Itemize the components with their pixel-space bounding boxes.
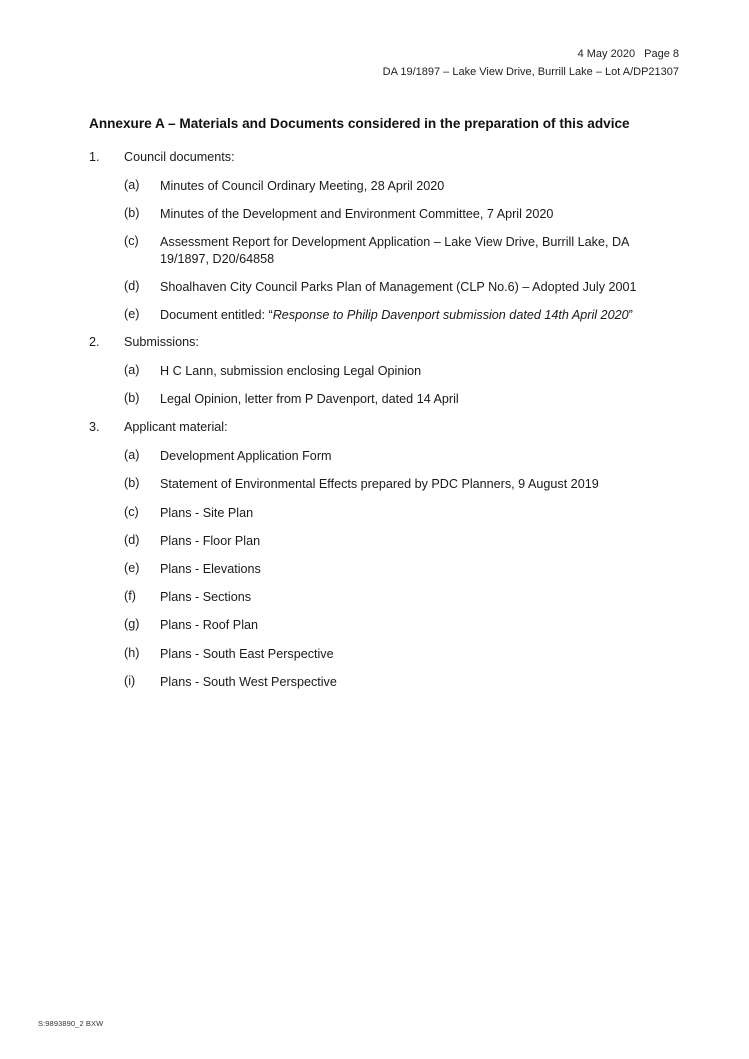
- item-text: Minutes of the Development and Environment Committee, 7 April 2020: [160, 207, 554, 221]
- item-text: Plans - Roof Plan: [160, 618, 259, 632]
- item-text-italic-title: Response to Philip Davenport submission dated 14th April 2020: [272, 308, 629, 322]
- item-text: Plans - Floor Plan: [160, 534, 261, 548]
- item-letter: (d): [124, 533, 140, 547]
- section-label: Council documents:: [124, 150, 235, 164]
- item-text: [160, 307, 660, 324]
- item-letter: (g): [124, 617, 140, 631]
- header-date: 4 May 2020: [577, 48, 636, 60]
- footer-document-code: S:9893890_2 BXW: [38, 1019, 104, 1028]
- item-text: Plans - Sections: [160, 590, 251, 604]
- item-letter: (c): [124, 505, 139, 519]
- item-text-suffix: ”: [628, 308, 633, 322]
- item-letter: (e): [124, 307, 140, 321]
- item-text: Plans - Elevations: [160, 562, 261, 576]
- item-text: Development Application Form: [160, 449, 332, 463]
- item-letter: (b): [124, 206, 140, 220]
- item-text: Assessment Report for Development Application – Lake View Drive, Burrill Lake, DA 19/1897, D20/64858: [160, 235, 629, 266]
- item-letter: (a): [124, 363, 140, 377]
- item-letter: (a): [124, 448, 140, 462]
- item-text: H C Lann, submission enclosing Legal Opinion: [160, 364, 422, 378]
- section-label: Submissions:: [124, 335, 199, 349]
- header-page-number: Page 8: [644, 48, 679, 60]
- item-letter: (b): [124, 391, 140, 405]
- header-reference: DA 19/1897 – Lake View Drive, Burrill Lake – Lot A/DP21307: [382, 66, 679, 78]
- item-text: Plans - South East Perspective: [160, 647, 334, 661]
- item-letter: (h): [124, 646, 140, 660]
- section-number: 1.: [89, 150, 100, 164]
- item-text-prefix: Document entitled: “: [160, 308, 273, 322]
- item-text: Shoalhaven City Council Parks Plan of Management (CLP No.6) – Adopted July 2001: [160, 280, 637, 294]
- page-header: [383, 45, 679, 81]
- item-text: Minutes of Council Ordinary Meeting, 28 April 2020: [160, 179, 445, 193]
- item-letter: (c): [124, 234, 139, 248]
- item-text: Legal Opinion, letter from P Davenport, dated 14 April: [160, 392, 459, 406]
- section-label: Applicant material:: [124, 420, 228, 434]
- header-date-page: [383, 45, 679, 63]
- item-text: Plans - South West Perspective: [160, 675, 337, 689]
- item-text: Plans - Site Plan: [160, 506, 254, 520]
- section-number: 3.: [89, 420, 100, 434]
- item-letter: (a): [124, 178, 140, 192]
- item-text: Statement of Environmental Effects prepared by PDC Planners, 9 August 2019: [160, 477, 599, 491]
- item-letter: (b): [124, 476, 140, 490]
- page-title: Annexure A – Materials and Documents considered in the preparation of this advice: [89, 116, 630, 131]
- item-letter: (f): [124, 589, 136, 603]
- item-letter: (i): [124, 674, 136, 688]
- item-letter: (d): [124, 279, 140, 293]
- section-number: 2.: [89, 335, 100, 349]
- item-letter: (e): [124, 561, 140, 575]
